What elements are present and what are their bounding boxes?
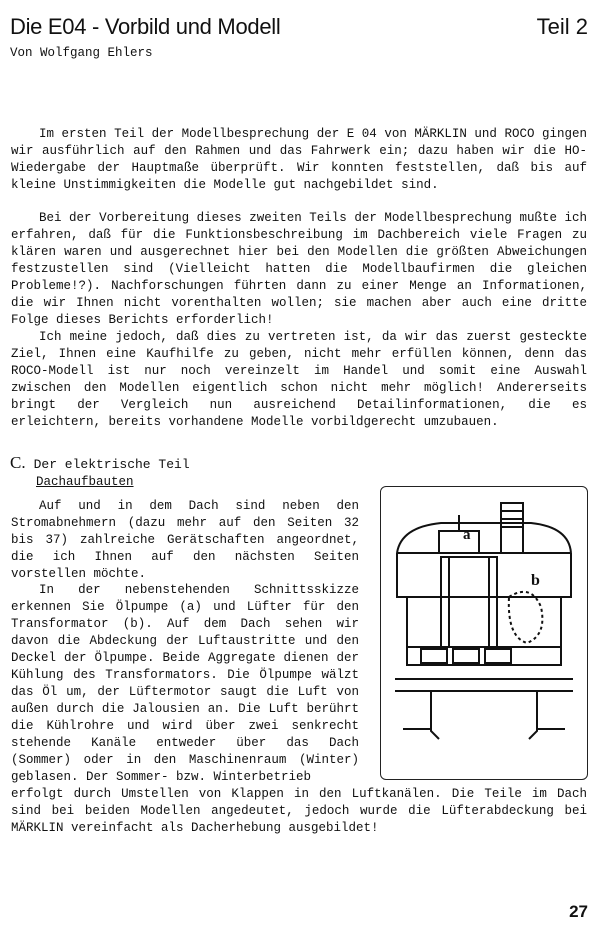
- paragraph-roof-2-tail: erfolgt durch Umstellen von Klappen in den Luftkanälen. Die Teile im Dach sind bei beiden Modellen angedeutet, jedoch wurde die Lüfterabdeckung bei MÄRKLIN vereinfacht als Dacherhebung ausgebildet!: [11, 787, 587, 835]
- subsection-heading: Dachaufbauten: [36, 475, 134, 489]
- paragraph-roof-2-main: In der nebenstehenden Schnittsskizze erkennen Sie Ölpumpe (a) und Lüfter für den Transformator (b). Auf dem Dach sehen wir davon die Abdeckung der Luftaustritte und den Deckel der Ölpumpe. Beide Aggregate dienen der Kühlung des Transformators. Die Ölpumpe wälzt das Öl um, der Lüftermotor saugt die Luft von außen durch die Jalousien an. Die Luft berührt die Kühlrohre und wird über zwei senkrecht stehende Kanäle entweder über das Dach (Sommer) oder in den Maschinenraum (Winter) geblasen. Der Sommer- bzw. Winterbetrieb: [11, 583, 359, 784]
- label-a: a: [463, 527, 471, 543]
- author-line: Von Wolfgang Ehlers: [10, 46, 153, 60]
- paragraph-roof-1: Auf und in dem Dach sind neben den Stromabnehmern (dazu mehr auf den Seiten 32 bis 37) zahlreiche Gerätschaften angeordnet, die ich Ihnen auf den nächsten Seiten vorstellen möchte.: [11, 499, 359, 581]
- cross-section-sketch: [380, 486, 588, 780]
- section-title: Der elektrische Teil: [33, 457, 190, 472]
- oil-pump-housing: [439, 531, 479, 553]
- roof-outline: [397, 523, 571, 553]
- paragraph-intro-2: Bei der Vorbereitung dieses zweiten Teils der Modellbesprechung mußte ich erfahren, daß für die Funktionsbeschreibung im Dachbereich viele Fragen zu klären waren und ausgerechnet hier bei den Modellen die größten Abweichungen festzustellen sind (Vielleicht hatten die Modellbaufirmen die gleichen Probleme!?). Nachforschungen führten dann zu einer Menge an Informationen, die wir Ihnen nicht vorenthalten wollen; sie machen aber auch eine dritte Folge dieses Berichts erforderlich!: [11, 211, 587, 327]
- article-title: Die E04 - Vorbild und Modell: [10, 14, 281, 39]
- section-letter: C.: [10, 453, 26, 472]
- right-leg: [529, 691, 537, 739]
- fan-motor: [509, 592, 543, 643]
- roof-side: [397, 553, 571, 597]
- section-heading: [10, 453, 190, 473]
- left-leg: [431, 691, 439, 739]
- paragraph-intro-3: Ich meine jedoch, daß dies zu vertreten ist, da wir das zuerst gesteckte Ziel, Ihnen eine Kaufhilfe zu geben, nicht mehr erfüllen können, denn das ROCO-Modell ist nur noch vereinzelt im Handel und somit eine Auswahl zwischen den Modellen eigentlich schon nicht mehr möglich! Andererseits bringt der Vergleich nun ausreichend Detailinformationen, die es erleichtern, bereits vorhandene Modelle vorbildgerecht umzubauen.: [11, 330, 587, 429]
- paragraph-intro-1: Im ersten Teil der Modellbesprechung der E 04 von MÄRKLIN und ROCO gingen wir ausführlich auf den Rahmen und das Fahrwerk ein; dazu haben wir die HO-Wiedergabe der Hauptmaße überprüft. Wir konnten feststellen, daß bis auf kleine Unstimmigkeiten die Modelle gut nachgebildet sind.: [11, 127, 587, 192]
- sketch-drawing: [381, 487, 587, 779]
- part-label: Teil 2: [536, 14, 588, 39]
- page-number: 27: [569, 902, 588, 921]
- paragraph-roof-2: [11, 582, 587, 837]
- label-b: b: [531, 572, 540, 589]
